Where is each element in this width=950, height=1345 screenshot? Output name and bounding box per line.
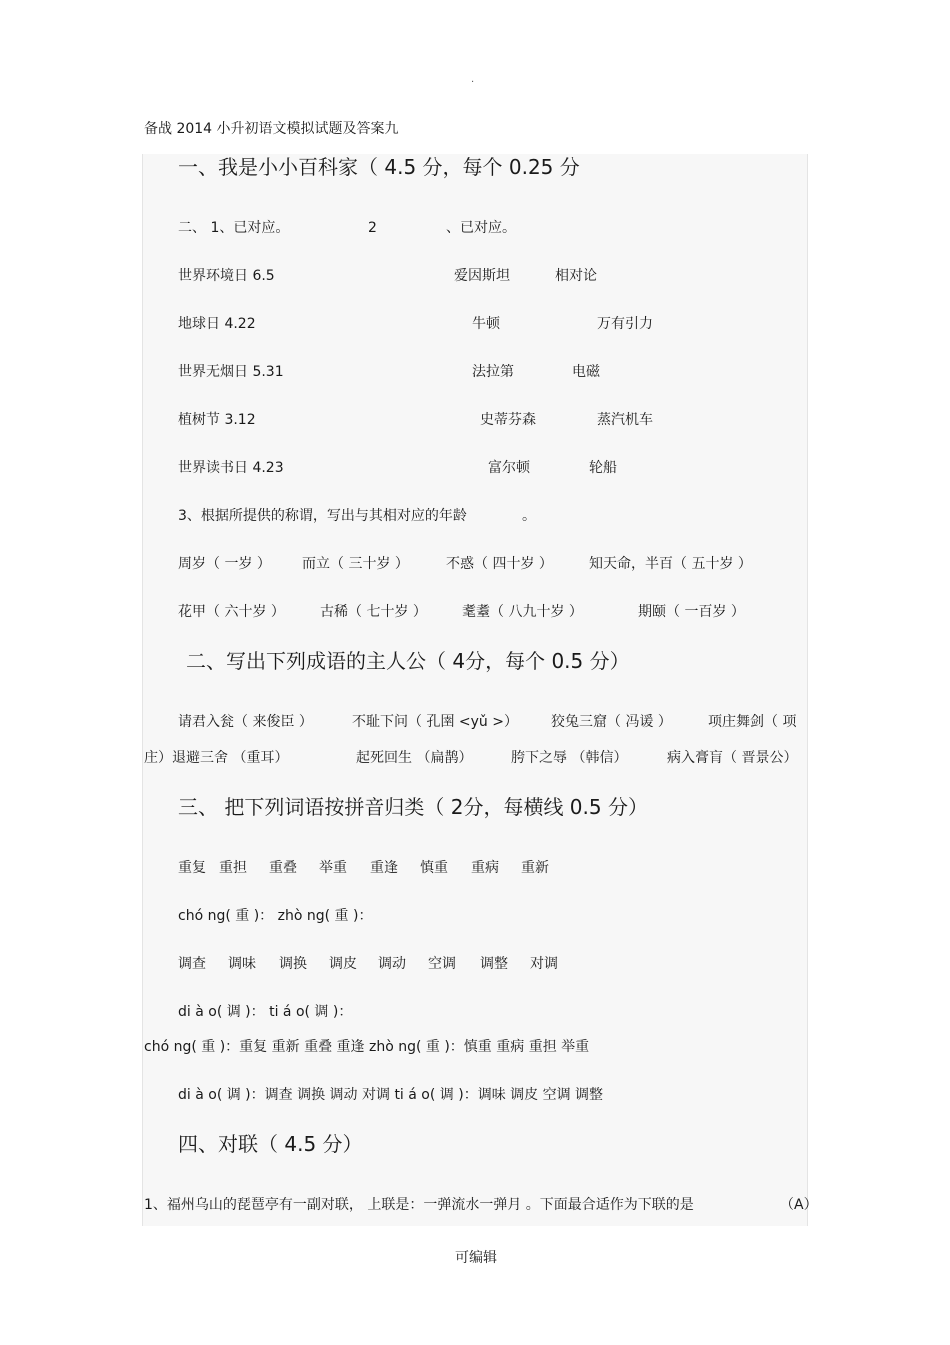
match-day: 植树节 3.12 [178,412,256,428]
age-item: 知天命，半百（ 五十岁 ） [589,556,752,572]
document-title: 备战 2014 小升初语文模拟试题及答案九 [144,121,399,137]
pinyin-prompt: di à o( 调 )： ti á o( 调 )： [178,1004,353,1020]
age-item: 古稀（ 七十岁 ） [320,604,427,620]
q12-left: 二、 1、已对应。 [178,220,290,236]
match-day: 地球日 4.22 [178,316,256,332]
age-item: 花甲（ 六十岁 ） [178,604,285,620]
word-item: 重叠 [269,860,297,876]
section2-heading: 二、写出下列成语的主人公（ 4分，每个 0.5 分） [186,649,630,673]
section1-heading: 一、我是小小百科家（ 4.5 分，每个 0.25 分 [178,155,580,179]
match-achievement: 相对论 [555,268,597,284]
section4-heading: 四、对联（ 4.5 分） [178,1132,363,1156]
age-item: 周岁（ 一岁 ） [178,556,271,572]
word-item: 对调 [530,956,558,972]
word-item: 重新 [521,860,549,876]
idiom-item: 项庄舞剑（ 项 [708,714,797,730]
word-item: 调味 [228,956,256,972]
idiom-item: 胯下之辱 （韩信） [511,750,628,766]
pinyin-prompt: chó ng( 重 )： zhò ng( 重 )： [178,908,373,924]
word-item: 举重 [319,860,347,876]
match-achievement: 蒸汽机车 [597,412,653,428]
word-item: 重逢 [370,860,398,876]
idiom-item: 庄）退避三舍 （重耳） [144,750,289,766]
age-item: 期颐（ 一百岁 ） [638,604,745,620]
match-achievement: 轮船 [589,460,617,476]
match-day: 世界无烟日 5.31 [178,364,284,380]
word-item: 空调 [428,956,456,972]
q3-prompt: 3、根据所提供的称谓，写出与其相对应的年龄 [178,508,467,524]
idiom-item: 狡兔三窟（ 冯谖 ） [551,714,672,730]
question-answer: （A） [780,1197,818,1213]
match-achievement: 万有引力 [597,316,653,332]
answer-line: di à o( 调 )：调查 调换 调动 对调 ti á o( 调 )：调味 调皮 空调 调整 [178,1087,604,1103]
match-person: 史蒂芬森 [480,412,536,428]
match-achievement: 电磁 [572,364,600,380]
idiom-item: 起死回生 （扁鹊） [356,750,473,766]
match-day: 世界环境日 6.5 [178,268,275,284]
word-item: 调整 [480,956,508,972]
match-person: 牛顿 [472,316,500,332]
word-item: 调换 [279,956,307,972]
word-item: 慎重 [420,860,448,876]
question-text: 1、福州乌山的琵琶亭有一副对联， 上联是：一弹流水一弹月 。下面最合适作为下联的是 [144,1197,694,1213]
match-person: 富尔顿 [488,460,530,476]
age-item: 而立（ 三十岁 ） [302,556,409,572]
idiom-item: 病入膏肓（ 晋景公） [667,750,798,766]
match-day: 世界读书日 4.23 [178,460,284,476]
word-item: 调皮 [329,956,357,972]
word-item: 调动 [378,956,406,972]
idiom-item: 请君入瓮（ 来俊臣 ） [178,714,313,730]
word-item: 重病 [471,860,499,876]
match-person: 法拉第 [472,364,514,380]
q12-num: 2 [368,220,377,236]
q3-end: 。 [522,508,536,524]
word-item: 调查 [178,956,206,972]
word-item: 重复 [178,860,206,876]
section3-heading: 三、 把下列词语按拼音归类（ 2分，每横线 0.5 分） [178,795,648,819]
answer-line: chó ng( 重 )：重复 重新 重叠 重逢 zhò ng( 重 )：慎重 重病 重担 举重 [144,1039,590,1055]
word-item: 重担 [219,860,247,876]
header-dot: . [471,74,475,85]
age-item: 耄耋（ 八九十岁 ） [462,604,583,620]
match-person: 爱因斯坦 [454,268,510,284]
age-item: 不惑（ 四十岁 ） [446,556,553,572]
page-footer: 可编辑 [455,1250,497,1266]
idiom-item: 不耻下问（ 孔圉 <yǔ >） [352,714,518,730]
q12-right: 、已对应。 [446,220,516,236]
